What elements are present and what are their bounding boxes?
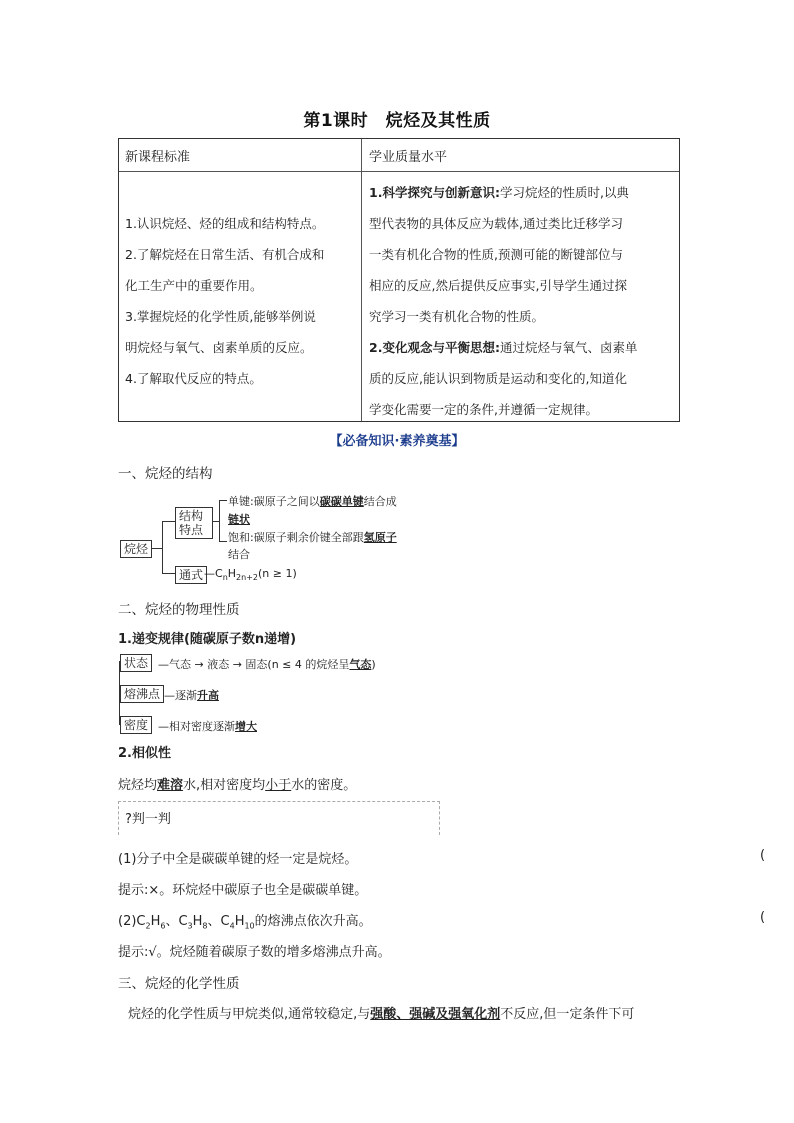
similarity-text: 烷烃均难溶水,相对密度均小于水的密度。 bbox=[118, 778, 357, 793]
list-item: 质的反应,能认识到物质是运动和变化的,知道化 bbox=[369, 371, 627, 386]
list-item: 3.掌握烷烃的化学性质,能够举例说 bbox=[125, 309, 316, 324]
list-item: 1.科学探究与创新意识:学习烷烃的性质时,以典 bbox=[369, 185, 629, 200]
list-item: 究学习一类有机化合物的性质。 bbox=[369, 309, 545, 324]
node-structure-feature: 结构 特点 bbox=[175, 507, 213, 539]
chain-text: 链状 bbox=[228, 513, 250, 526]
item-heading: 1.科学探究与创新意识: bbox=[369, 185, 500, 200]
single-bond-text: 单键:碳原子之间以碳碳单键结合成 bbox=[228, 495, 397, 508]
judge-box bbox=[118, 801, 440, 835]
subsection-heading: 1.递变规律(随碳原子数n递增) bbox=[118, 632, 297, 647]
subsection-heading: 2.相似性 bbox=[118, 746, 171, 761]
list-item: 型代表物的具体反应为载体,通过类比迁移学习 bbox=[369, 216, 623, 231]
question-2: $(2)C_2H_6$、$C_3H_8$、$C_4H_{10}$的熔沸点依次升高。 bbox=[118, 914, 372, 931]
list-item: 学变化需要一定的条件,并遵循一定规律。 bbox=[369, 402, 598, 417]
question-1: (1)分子中全是碳碳单键的烃一定是烷烃。 bbox=[118, 852, 358, 867]
hint-1: 提示:×。环烷烃中碳原子也全是碳碳单键。 bbox=[118, 883, 368, 898]
judge-label: ?判一判 bbox=[125, 812, 171, 827]
node-state: 状态 bbox=[120, 654, 152, 672]
list-item: 化工生产中的重要作用。 bbox=[125, 278, 263, 293]
saturated-text: 饱和:碳原子剩余价键全部跟氢原子 bbox=[228, 531, 397, 544]
table-divider bbox=[361, 139, 362, 421]
quality-level-list bbox=[369, 177, 675, 425]
list-item: 2.变化观念与平衡思想:通过烷烃与氧气、卤素单 bbox=[369, 340, 638, 355]
section-heading: 三、烷烃的化学性质 bbox=[118, 976, 240, 992]
list-item: 2.了解烷烃在日常生活、有机合成和 bbox=[125, 247, 325, 262]
item-heading: 2.变化观念与平衡思想: bbox=[369, 340, 500, 355]
density-text: —相对密度逐渐增大 bbox=[158, 720, 257, 733]
section-heading: 二、烷烃的物理性质 bbox=[118, 602, 240, 618]
section-banner: 【必备知识·素养奠基】 bbox=[329, 434, 465, 449]
node-alkane: 烷烃 bbox=[120, 540, 152, 558]
node-general-formula: 通式 bbox=[175, 566, 207, 584]
boiling-point-text: —逐渐升高 bbox=[164, 689, 219, 702]
list-item: 1.认识烷烃、烃的组成和结构特点。 bbox=[125, 216, 325, 231]
section-heading: 一、烷烃的结构 bbox=[118, 466, 213, 482]
answer-bracket: ( bbox=[760, 910, 766, 925]
general-formula-text: $—C_nH_{2n+2}(n \ge 1)$ bbox=[204, 567, 297, 583]
hint-2: 提示:√。烷烃随着碳原子数的增多熔沸点升高。 bbox=[118, 945, 391, 960]
curriculum-standard-header: 新课程标准 bbox=[125, 150, 191, 165]
answer-bracket: ( bbox=[760, 848, 766, 863]
list-item: 明烷烃与氧气、卤素单质的反应。 bbox=[125, 340, 313, 355]
standards-table bbox=[118, 138, 680, 422]
quality-level-header: 学业质量水平 bbox=[369, 150, 448, 165]
list-item: 相应的反应,然后提供反应事实,引导学生通过探 bbox=[369, 278, 627, 293]
list-item: 一类有机化合物的性质,预测可能的断键部位与 bbox=[369, 247, 623, 262]
chemical-property-paragraph: 烷烃的化学性质与甲烷类似,通常较稳定,与强酸、强碱及强氧化剂不反应,但一定条件下可 bbox=[128, 1007, 635, 1022]
curriculum-standard-list bbox=[125, 177, 357, 394]
node-density: 密度 bbox=[120, 716, 152, 734]
state-text: —气态 → 液态 → 固态(n ≤ 4 的烷烃呈气态) bbox=[158, 658, 376, 671]
page-title: 第1课时 烷烃及其性质 bbox=[303, 111, 491, 131]
list-item: 4.了解取代反应的特点。 bbox=[125, 371, 262, 386]
saturated-end-text: 结合 bbox=[228, 548, 250, 561]
node-boiling-point: 熔沸点 bbox=[120, 685, 164, 703]
